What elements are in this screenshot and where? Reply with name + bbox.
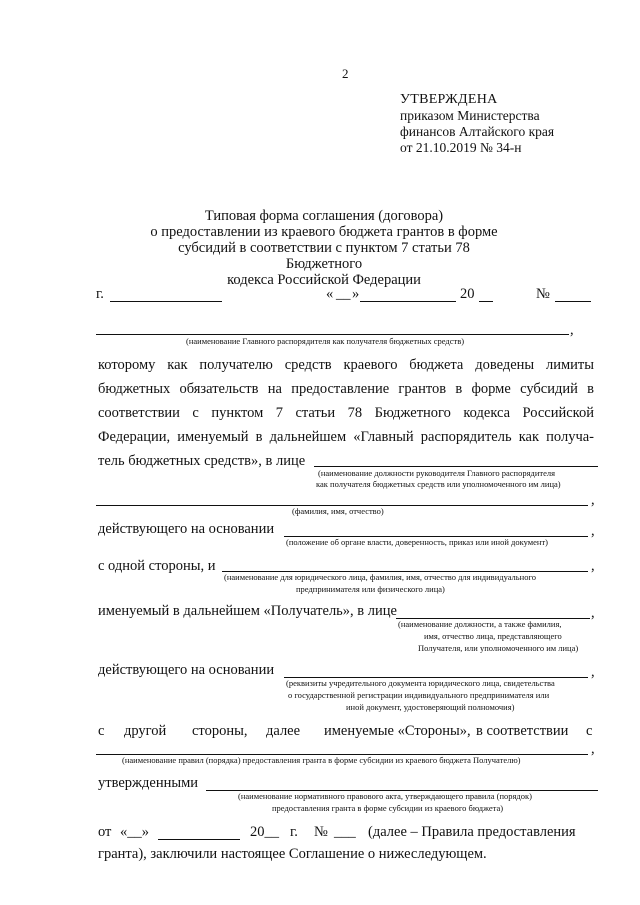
- from-number-field[interactable]: ___: [334, 824, 356, 840]
- title-line: о предоставлении из краевого бюджета грантов в форме: [150, 224, 498, 240]
- hint-grantor-position: (наименование должности руководителя Главного распорядителя: [318, 468, 556, 478]
- named-recipient-label: именуемый в дальнейшем «Получатель», в лице: [98, 603, 397, 619]
- comma: ,: [591, 605, 595, 621]
- paragraph-line: тель бюджетных средств», в лице: [98, 453, 306, 469]
- other-side-word: стороны,: [192, 723, 248, 739]
- date-close-quote: »: [352, 286, 360, 302]
- hint-legal-act: (наименование нормативного правового акта, утверждающего правила (порядок): [238, 791, 532, 801]
- comma: ,: [591, 741, 595, 757]
- title-line: субсидий в соответствии с пунктом 7 статьи 78 Бюджетного: [178, 240, 470, 272]
- other-side-word: другой: [124, 723, 167, 739]
- hint-recipient-name: (наименование для юридического лица, фамилия, имя, отчество для индивидуального: [224, 572, 536, 582]
- hint-recipient-basis: иной документ, удостоверяющий полномочия): [346, 702, 515, 712]
- number-field[interactable]: [555, 301, 591, 302]
- grantor-name-field[interactable]: [96, 334, 569, 335]
- paragraph-line: которому как получателю средств краевого бюджета доведены лимиты: [98, 357, 594, 373]
- comma: ,: [591, 492, 595, 508]
- approval-heading: УТВЕРЖДЕНА: [400, 92, 498, 107]
- hint-recipient-position: (наименование должности, а также фамилия,: [398, 619, 562, 629]
- hint-recipient-basis: (реквизиты учредительного документа юридического лица, свидетельства: [286, 678, 555, 688]
- year-abbrev: г.: [290, 824, 298, 840]
- approval-line: финансов Алтайского края: [400, 124, 555, 139]
- comma: ,: [591, 523, 595, 539]
- closing-line: гранта), заключили настоящее Соглашение о нижеследующем.: [98, 846, 487, 862]
- year-field[interactable]: [479, 301, 493, 302]
- hint-rules-name: (наименование правил (порядка) предоставления гранта в форме субсидии из краевого бюджета Получателю): [122, 755, 521, 765]
- approval-line: приказом Министерства: [400, 108, 540, 123]
- date-open-quote: «: [326, 286, 334, 302]
- from-year-field[interactable]: 20__: [250, 824, 279, 840]
- from-month-field[interactable]: [158, 839, 240, 840]
- rules-reference-text: (далее – Правила предоставления: [368, 824, 576, 840]
- one-side-label: с одной стороны, и: [98, 558, 216, 574]
- paragraph-line: бюджетных обязательств на предоставление грантов в форме субсидий в: [98, 381, 594, 397]
- hint-fullname: (фамилия, имя, отчество): [292, 506, 384, 516]
- other-side-word: в соответствии: [476, 723, 569, 739]
- title-line: кодекса Российской Федерации: [227, 272, 421, 288]
- comma: ,: [591, 664, 595, 680]
- grantor-position-field[interactable]: [314, 466, 598, 467]
- other-side-word: с: [586, 723, 593, 739]
- hint-recipient-basis: о государственной регистрации индивидуального предпринимателя или: [288, 690, 550, 700]
- hint-recipient-name: предпринимателя или физического лица): [296, 584, 445, 594]
- day-field[interactable]: __: [336, 286, 351, 302]
- comma: ,: [570, 322, 574, 338]
- hint-recipient-position: Получателя, или уполномоченного им лица): [418, 643, 579, 653]
- acting-basis-label: действующего на основании: [98, 521, 275, 537]
- city-field[interactable]: [110, 301, 222, 302]
- approval-block: [400, 92, 554, 156]
- hint-grantor-name: (наименование Главного распорядителя как получателя бюджетных средств): [186, 336, 465, 346]
- approval-line: от 21.10.2019 № 34-н: [400, 140, 522, 155]
- other-side-word: именуемые «Стороны»,: [324, 723, 471, 739]
- month-field[interactable]: [360, 301, 456, 302]
- from-label: от: [98, 824, 112, 840]
- document-title: [140, 208, 508, 288]
- paragraph-line: Федерации, именуемый в дальнейшем «Главный распорядитель как получа-: [98, 429, 594, 445]
- other-side-word: далее: [266, 723, 301, 739]
- title-line: Типовая форма соглашения (договора): [204, 208, 444, 224]
- approved-by-label: утвержденными: [98, 775, 199, 791]
- paragraph-line: соответствии с пунктом 7 статьи 78 Бюджетного кодекса Российской: [98, 405, 594, 421]
- number-sign: №: [536, 286, 550, 302]
- year-label: 20: [460, 286, 475, 302]
- city-label: г.: [96, 286, 104, 302]
- hint-grantor-position: как получателя бюджетных средств или уполномоченного им лица): [316, 479, 561, 489]
- hint-legal-act: предоставления гранта в форме субсидии из краевого бюджета): [272, 803, 504, 813]
- acting-basis-label: действующего на основании: [98, 662, 275, 678]
- hint-recipient-position: имя, отчество лица, представляющего: [424, 631, 562, 641]
- page-number: 2: [342, 66, 349, 81]
- comma: ,: [591, 558, 595, 574]
- number-sign: №: [314, 824, 328, 840]
- other-side-word: с: [98, 723, 105, 739]
- from-day-field[interactable]: «__»: [120, 824, 149, 840]
- hint-grantor-basis: (положение об органе власти, доверенность, приказ или иной документ): [286, 537, 548, 547]
